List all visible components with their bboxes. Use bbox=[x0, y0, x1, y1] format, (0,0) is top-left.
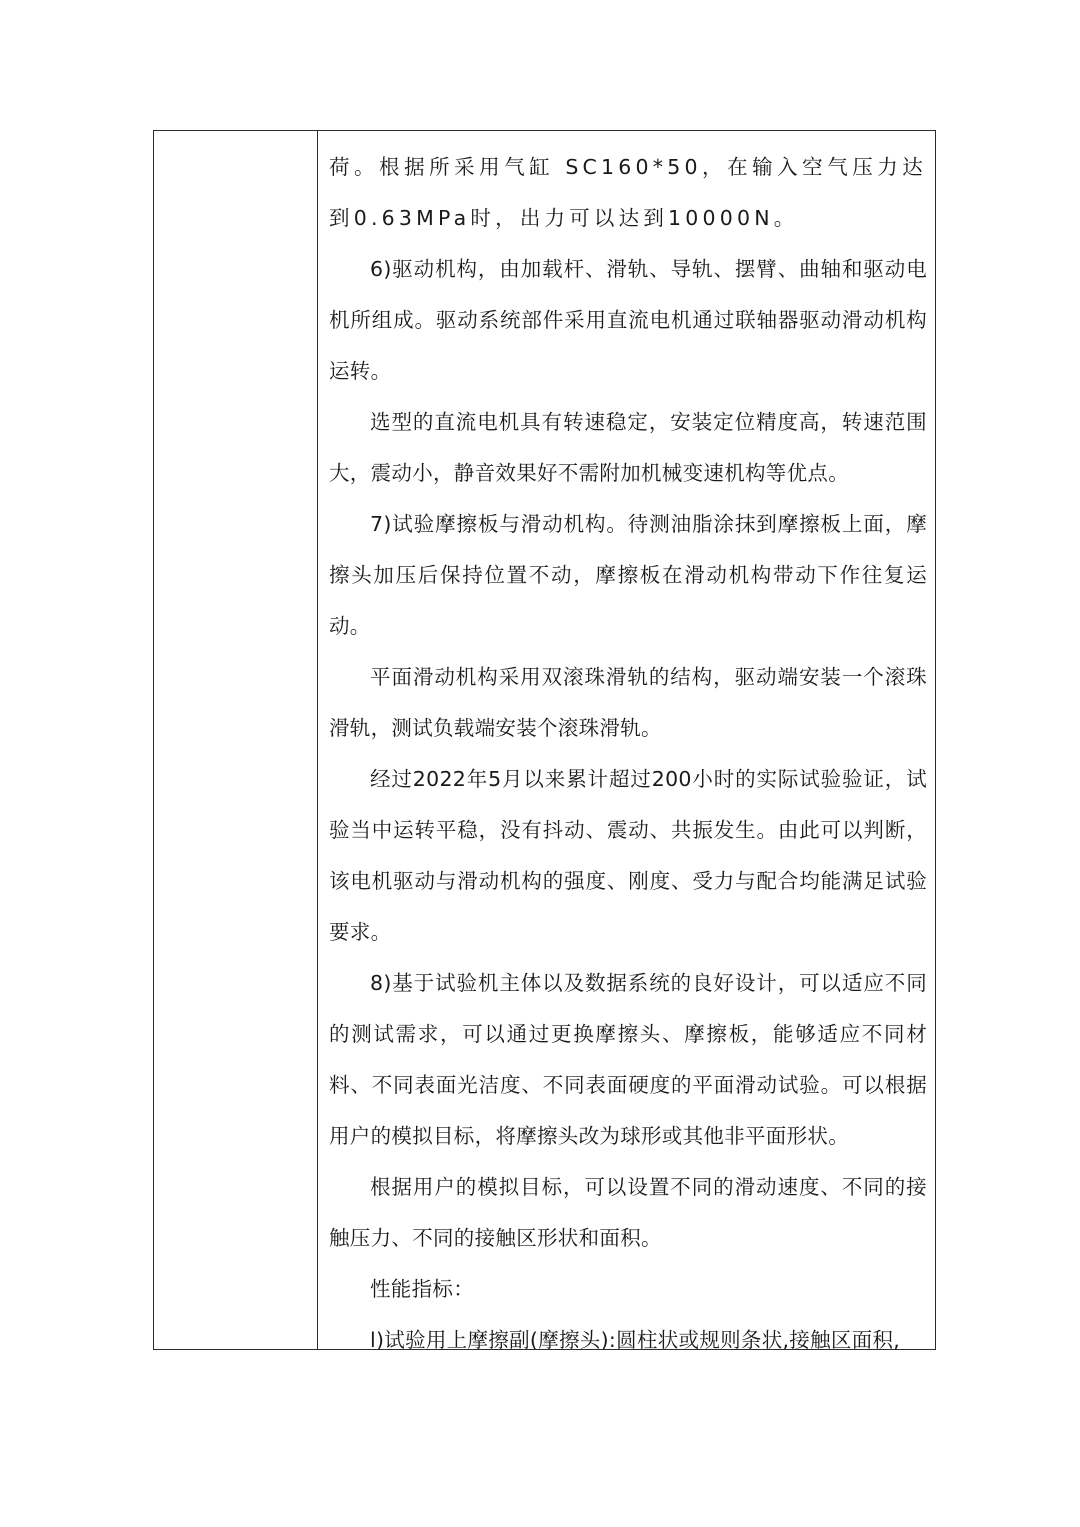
paragraph-test-verification: 经过2022年5月以来累计超过200小时的实际试验验证，试验当中运转平稳，没有抖动、震动、共振发生。由此可以判断，该电机驱动与滑动机构的强度、刚度、受力与配合均能满足试验要求。 bbox=[329, 767, 927, 944]
content-table bbox=[153, 130, 936, 1350]
paragraph-dc-motor: 选型的直流电机具有转速稳定，安装定位精度高，转速范围大，震动小，静音效果好不需附加机械变速机构等优点。 bbox=[329, 410, 927, 485]
paragraph-user-settings: 根据用户的模拟目标，可以设置不同的滑动速度、不同的接触压力、不同的接触区形状和面积。 bbox=[329, 1175, 927, 1250]
paragraph-design-adaptability: 8)基于试验机主体以及数据系统的良好设计，可以适应不同的测试需求，可以通过更换摩擦头、摩擦板，能够适应不同材料、不同表面光洁度、不同表面硬度的平面滑动试验。可以根据用户的模拟目标，将摩擦头改为球形或其他非平面形状。 bbox=[329, 971, 927, 1148]
paragraph-friction-head-spec: l)试验用上摩擦副(摩擦头):圆柱状或规则条状,接触区面积, bbox=[370, 1328, 901, 1349]
paragraph-cylinder-force: 荷。根据所采用气缸 SC160*50，在输入空气压力达到0.63MPa时，出力可以达到10000N。 bbox=[329, 155, 927, 230]
table-left-cell bbox=[154, 131, 318, 1349]
paragraph-performance-heading: 性能指标： bbox=[370, 1277, 474, 1301]
paragraph-slide-rail: 平面滑动机构采用双滚珠滑轨的结构，驱动端安装一个滚珠滑轨，测试负载端安装个滚珠滑轨。 bbox=[329, 665, 927, 740]
paragraph-friction-plate: 7)试验摩擦板与滑动机构。待测油脂涂抹到摩擦板上面，摩擦头加压后保持位置不动，摩擦板在滑动机构带动下作往复运动。 bbox=[329, 512, 927, 638]
table-right-cell bbox=[318, 131, 935, 1349]
paragraph-drive-mechanism: 6)驱动机构，由加载杆、滑轨、导轨、摆臂、曲轴和驱动电机所组成。驱动系统部件采用直流电机通过联轴器驱动滑动机构运转。 bbox=[329, 257, 927, 383]
